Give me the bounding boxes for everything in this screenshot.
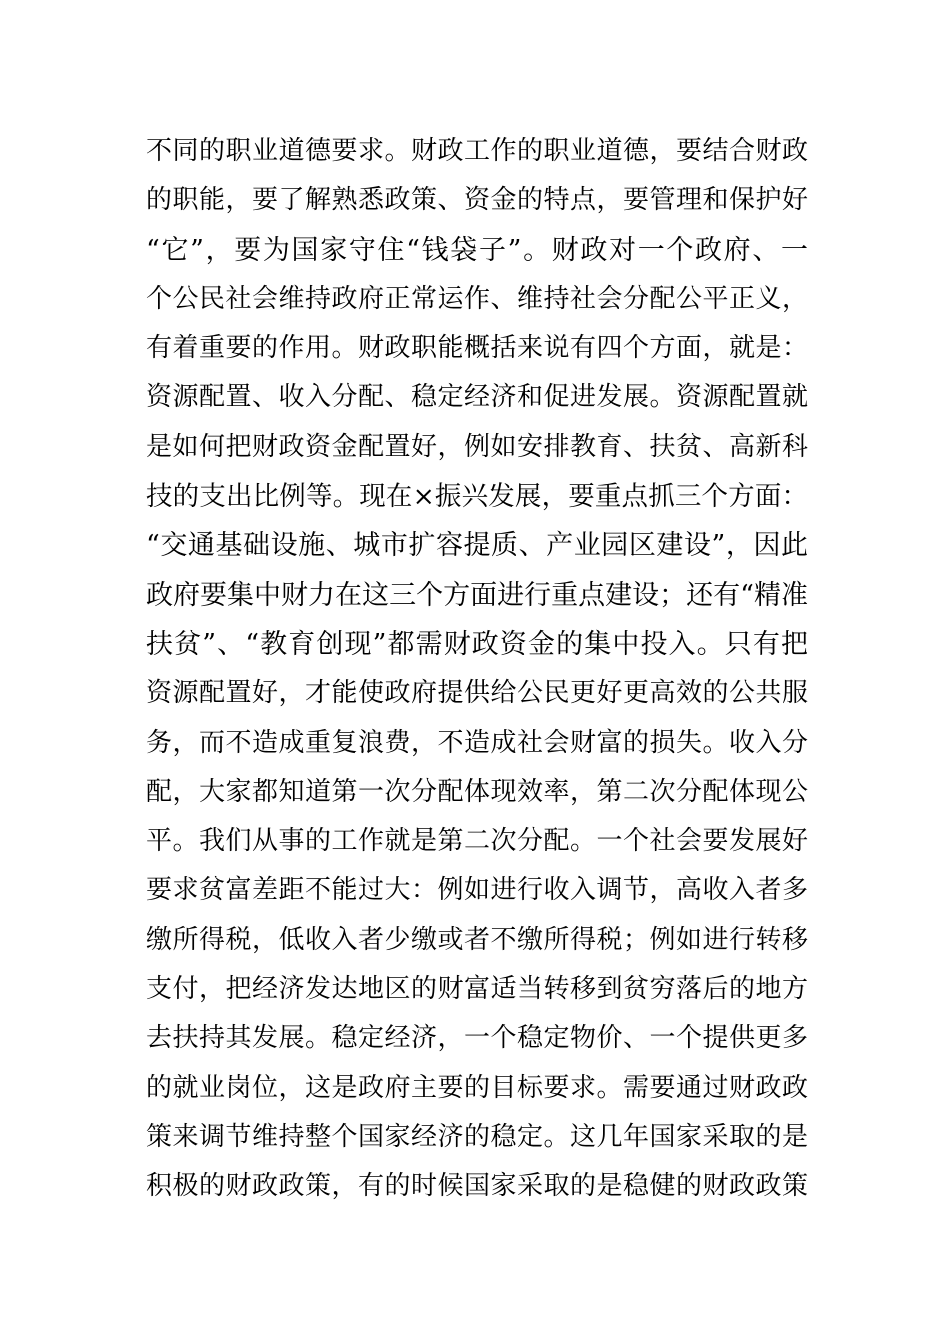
text-line: 去扶持其发展。稳定经济，一个稳定物价、一个提供更多 [146, 1023, 808, 1054]
text-line: 政府要集中财力在这三个方面进行重点建设；还有“精准 [146, 579, 808, 611]
text-line: 缴所得税，低收入者少缴或者不缴所得税；例如进行转移 [146, 924, 808, 955]
text-line: 要求贫富差距不能过大：例如进行收入调节，高收入者多 [146, 875, 808, 906]
text-line: 的就业岗位，这是政府主要的目标要求。需要通过财政政 [146, 1072, 808, 1103]
text-line: 务，而不造成重复浪费，不造成社会财富的损失。收入分 [146, 727, 808, 758]
text-line: 配，大家都知道第一次分配体现效率，第二次分配体现公 [146, 776, 808, 807]
text-line: “交通基础设施、城市扩容提质、产业园区建设”，因此 [146, 530, 808, 562]
text-line: 技的支出比例等。现在×振兴发展，要重点抓三个方面： [146, 481, 808, 513]
text-line: 个公民社会维持政府正常运作、维持社会分配公平正义， [146, 283, 808, 314]
text-line: 不同的职业道德要求。财政工作的职业道德，要结合财政 [146, 136, 808, 166]
text-line: 扶贫”、“教育创现”都需财政资金的集中投入。只有把 [146, 628, 808, 660]
text-line: 是如何把财政资金配置好，例如安排教育、扶贫、高新科 [146, 431, 808, 462]
text-line: 资源配置、收入分配、稳定经济和促进发展。资源配置就 [146, 382, 808, 413]
text-line: 资源配置好，才能使政府提供给公民更好更高效的公共服 [146, 678, 808, 709]
text-line: 有着重要的作用。财政职能概括来说有四个方面，就是： [146, 333, 808, 364]
text-line: 支付，把经济发达地区的财富适当转移到贫穷落后的地方 [146, 974, 808, 1005]
text-line: “它”，要为国家守住“钱袋子”。财政对一个政府、一 [146, 234, 808, 266]
text-line: 积极的财政政策，有的时候国家采取的是稳健的财政政策 [146, 1171, 808, 1202]
text-line: 的职能，要了解熟悉政策、资金的特点，要管理和保护好 [146, 185, 808, 216]
text-line: 平。我们从事的工作就是第二次分配。一个社会要发展好 [146, 826, 808, 857]
body-paragraph [146, 127, 808, 1212]
text-line: 策来调节维持整个国家经济的稳定。这几年国家采取的是 [146, 1121, 808, 1152]
